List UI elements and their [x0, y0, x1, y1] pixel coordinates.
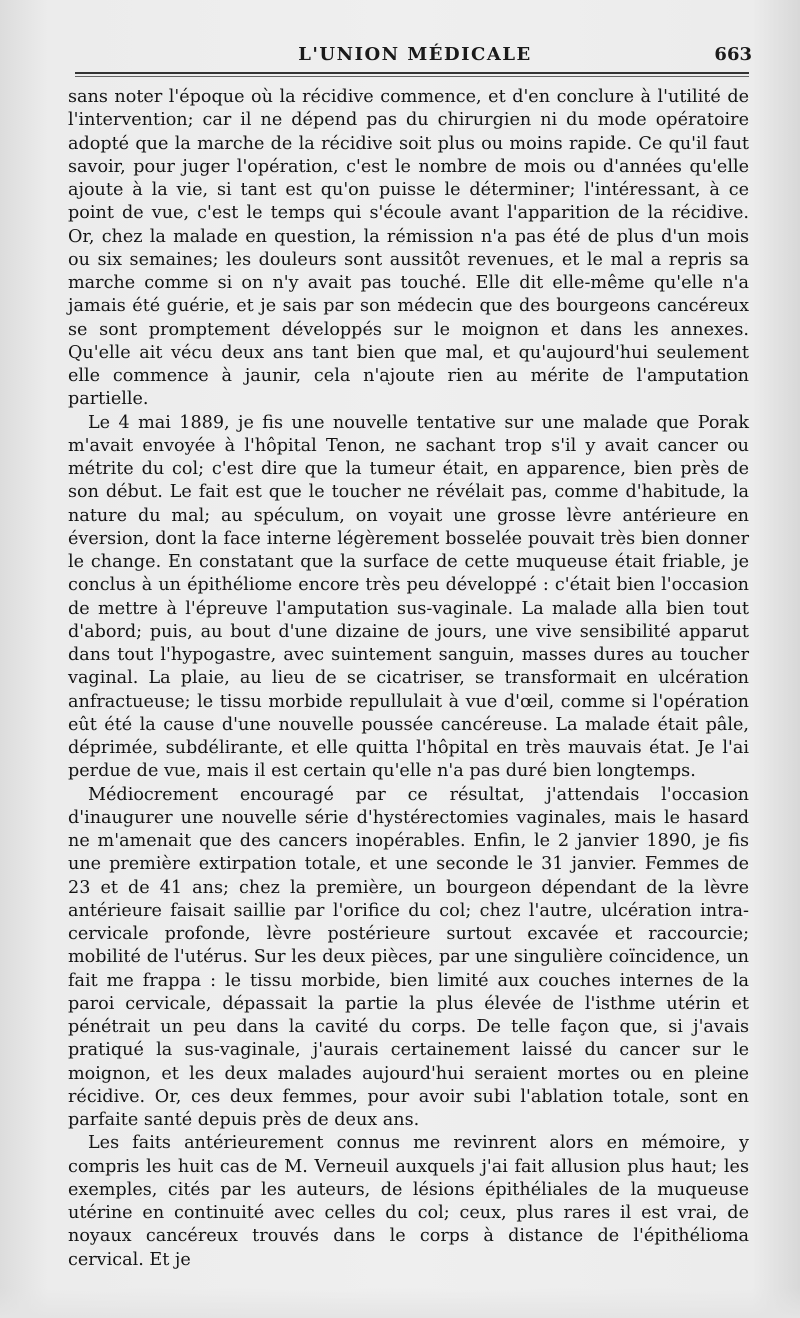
running-title: L'UNION MÉDICALE — [298, 44, 532, 65]
paragraph: Le 4 mai 1889, je fis une nouvelle tentative sur une malade que Porak m'avait envoyée à l'hôpital Tenon, ne sachant trop s'il y avait cancer ou métrite du col; c'est dire que la tumeur était, en apparence, bien près de son début. Le fait est que le toucher ne révélait pas, comme d'habitude, la nature du mal; au spéculum, on voyait une grosse lèvre antérieure en éversion, dont la face interne légèrement bosselée pouvait très bien donner le change. En constatant que la surface de cette muqueuse était friable, je conclus à un épithéliome encore très peu développé : c'était bien l'occasion de mettre à l'épreuve l'amputation sus-vaginale. La malade alla bien tout d'abord; puis, au bout d'une dizaine de jours, une vive sensibilité apparut dans tout l'hypogastre, avec suintement sanguin, masses dures au toucher vaginal. La plaie, au lieu de se cicatriser, se transformait en ulcération anfractueuse; le tissu morbide repullulait à vue d'œil, comme si l'opération eût été la cause d'une nouvelle poussée cancéreuse. La malade était pâle, déprimée, subdélirante, et elle quitta l'hôpital en très mauvais état. Je l'ai perdue de vue, mais il est certain qu'elle n'a pas duré bien longtemps. — [68, 412, 749, 782]
paragraph: Les faits antérieurement connus me revinrent alors en mémoire, y compris les huit cas de M. Verneuil auxquels j'ai fait allusion plus haut; les exemples, cités par les auteurs, de lésions épithéliales de la muqueuse utérine en continuité avec celles du col; ceux, plus rares il est vrai, de noyaux cancéreux trouvés dans le corps à distance de l'épithélioma cervical. Et je — [68, 1133, 749, 1270]
header-rule — [75, 72, 749, 74]
page-number: 663 — [714, 44, 752, 65]
page-bottom-edge — [0, 1288, 800, 1318]
header-rule-thin — [75, 76, 749, 77]
body-text — [68, 86, 749, 1272]
paragraph: sans noter l'époque où la récidive commence, et d'en conclure à l'utilité de l'intervention; car il ne dépend pas du chirurgien ni du mode opératoire adopté que la marche de la récidive soit plus ou moins rapide. Ce qu'il faut savoir, pour juger l'opération, c'est le nombre de mois ou d'années qu'elle ajoute à la vie, si tant est qu'on puisse le déterminer; l'intéressant, à ce point de vue, c'est le temps qui s'écoule avant l'apparition de la récidive. Or, chez la malade en question, la rémission n'a pas été de plus d'un mois ou six semaines; les douleurs sont aussitôt revenues, et le mal a repris sa marche comme si on n'y avait pas touché. Elle dit elle-même qu'elle n'a jamais été guérie, et je sais par son médecin que des bourgeons cancéreux se sont promptement développés sur le moignon et dans les annexes. Qu'elle ait vécu deux ans tant bien que mal, et qu'aujourd'hui seulement elle commence à jaunir, cela n'ajoute rien au mérite de l'amputation partielle. — [68, 87, 749, 410]
paragraph: Médiocrement encouragé par ce résultat, j'attendais l'occasion d'inaugurer une nouvelle série d'hystérectomies vaginales, mais le hasard ne m'amenait que des cancers inopérables. Enfin, le 2 janvier 1890, je fis une première extirpation totale, et une seconde le 31 janvier. Femmes de 23 et de 41 ans; chez la première, un bourgeon dépendant de la lèvre antérieure faisait saillie par l'orifice du col; chez l'autre, ulcération intra-cervicale profonde, lèvre postérieure surtout excavée et raccourcie; mobilité de l'utérus. Sur les deux pièces, par une singulière coïncidence, un fait me frappa : le tissu morbide, bien limité aux couches internes de la paroi cervicale, dépassait la partie la plus élevée de l'isthme utérin et pénétrait un peu dans la cavité du corps. De telle façon que, si j'avais pratiqué la sus-vaginale, j'aurais certainement laissé du cancer sur le moignon, et les deux malades aujourd'hui seraient mortes ou en pleine récidive. Or, ces deux femmes, pour avoir subi l'ablation totale, sont en parfaite santé depuis près de deux ans. — [68, 784, 749, 1130]
page-header — [70, 44, 760, 72]
